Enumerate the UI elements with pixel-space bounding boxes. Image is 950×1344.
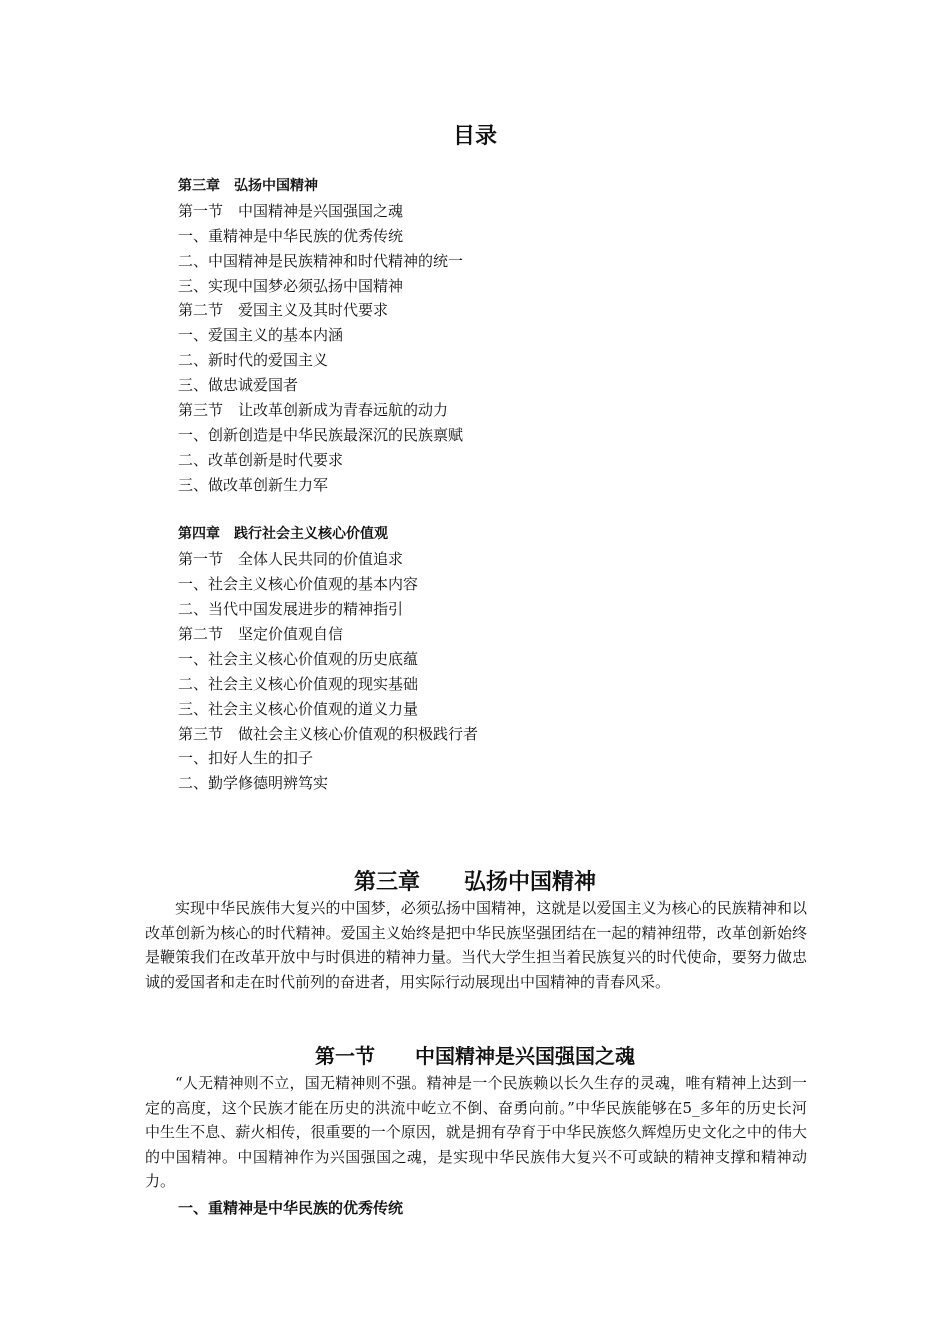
toc-entry[interactable]: 三、社会主义核心价值观的道义力量: [178, 699, 419, 718]
toc-entry[interactable]: 第一节 中国精神是兴国强国之魂: [178, 201, 404, 220]
section-intro-paragraph: “人无精神则不立，国无精神则不强。精神是一个民族赖以长久生存的灵魂，唯有精神上达到一定的高度，这个民族才能在历史的洪流中屹立不倒、奋勇向前。”中华民族能够在5_多年的历史长河中生生不息、薪火相传，很重要的一个原因，就是拥有孕育于中华民族悠久辉煌历史文化之中的伟大的中国精神。中国精神作为兴国强国之魂，是实现中华民族伟大复兴不可或缺的精神支撑和精神动力。: [145, 1074, 807, 1190]
toc-entry[interactable]: 第一节 全体人民共同的价值追求: [178, 550, 404, 569]
table-of-contents: [178, 174, 778, 796]
toc-entry[interactable]: 三、做改革创新生力军: [178, 475, 329, 494]
toc-chapter-3[interactable]: 第三章 弘扬中国精神: [178, 178, 318, 194]
toc-entry[interactable]: 第二节 坚定价值观自信: [178, 625, 344, 644]
toc-entry[interactable]: 三、实现中国梦必须弘扬中国精神: [178, 276, 404, 295]
toc-entry[interactable]: 一、社会主义核心价值观的历史底蕴: [178, 649, 419, 668]
toc-entry[interactable]: 一、创新创造是中华民族最深沉的民族禀赋: [178, 425, 464, 444]
toc-entry[interactable]: 二、新时代的爱国主义: [178, 351, 329, 370]
chapter-intro-paragraph: 实现中华民族伟大复兴的中国梦，必须弘扬中国精神，这就是以爱国主义为核心的民族精神和以改革创新为核心的时代精神。爱国主义始终是把中华民族坚强团结在一起的精神纽带，改革创新始终是鞭策我们在改革开放中与时俱进的精神力量。当代大学生担当着民族复兴的时代使命，要努力做忠诚的爱国者和走在时代前列的奋进者，用实际行动展现出中国精神的青春风采。: [145, 899, 807, 991]
toc-spacer: [178, 498, 778, 523]
toc-entry[interactable]: 一、重精神是中华民族的优秀传统: [178, 226, 404, 245]
section-heading: 第一节 中国精神是兴国强国之魂: [315, 1044, 635, 1068]
toc-entry[interactable]: 一、扣好人生的扣子: [178, 749, 314, 768]
toc-chapter-4[interactable]: 第四章 践行社会主义核心价值观: [178, 526, 388, 543]
toc-entry[interactable]: 二、改革创新是时代要求: [178, 450, 344, 469]
toc-entry[interactable]: 一、爱国主义的基本内涵: [178, 326, 344, 345]
toc-title: 目录: [452, 124, 497, 149]
toc-entry[interactable]: 一、社会主义核心价值观的基本内容: [178, 575, 419, 594]
toc-entry[interactable]: 二、当代中国发展进步的精神指引: [178, 600, 404, 619]
toc-entry[interactable]: 第三节 让改革创新成为青春远航的动力: [178, 401, 449, 420]
toc-entry[interactable]: 第二节 爱国主义及其时代要求: [178, 301, 389, 320]
toc-entry[interactable]: 二、中国精神是民族精神和时代精神的统一: [178, 251, 464, 270]
toc-entry[interactable]: 三、做忠诚爱国者: [178, 376, 299, 395]
toc-entry[interactable]: 二、社会主义核心价值观的现实基础: [178, 674, 419, 693]
toc-entry[interactable]: 第三节 做社会主义核心价值观的积极践行者: [178, 724, 479, 743]
toc-entry[interactable]: 二、勤学修德明辨笃实: [178, 774, 329, 793]
chapter-heading: 第三章 弘扬中国精神: [353, 870, 596, 895]
subsection-heading: 一、重精神是中华民族的优秀传统: [178, 1199, 404, 1217]
